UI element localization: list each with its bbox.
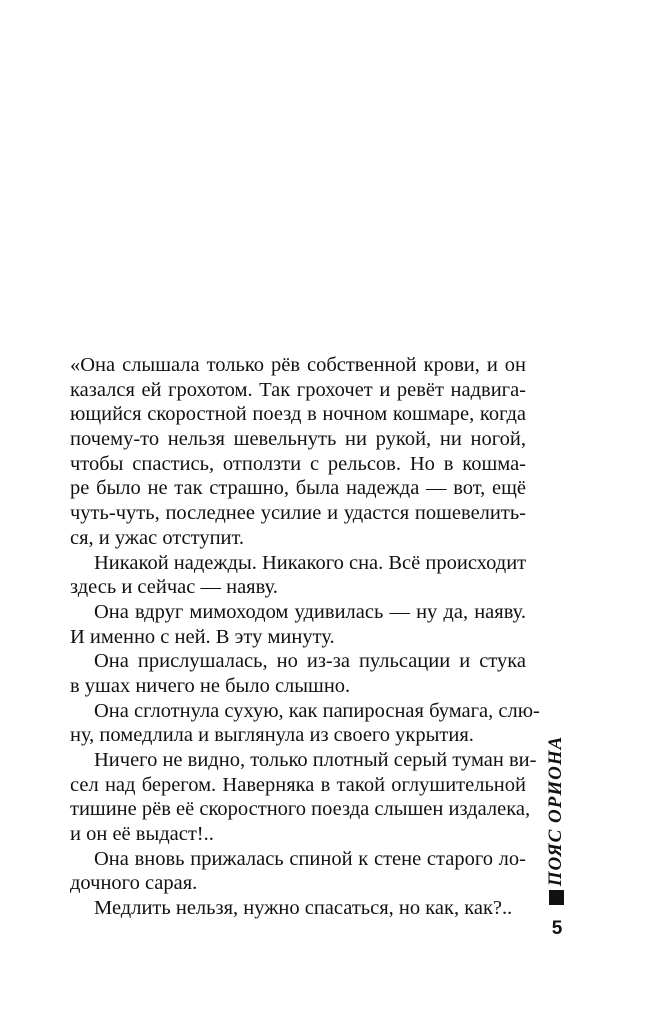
text-line: Никакой надежды. Никакого сна. Всё происходит xyxy=(94,551,527,574)
paragraph-6 xyxy=(70,748,537,847)
text-line: и он её выдаст!.. xyxy=(70,823,214,846)
paragraph-2 xyxy=(70,551,526,600)
text-line: в ушах ничего не было слышно. xyxy=(70,674,351,697)
text-line: Она вдруг мимоходом удивилась — ну да, наяву. xyxy=(94,600,526,623)
text-line: Ничего не видно, только плотный серый туман ви- xyxy=(94,749,537,771)
text-line: И именно с ней. В эту минуту. xyxy=(70,625,335,648)
text-line: Медлить нельзя, нужно спасаться, но как, как?.. xyxy=(94,897,513,920)
paragraph-7 xyxy=(70,847,526,896)
text-line: дочного сарая. xyxy=(70,872,198,895)
running-head-title: ПОЯС ОРИОНА xyxy=(545,735,566,887)
text-line: Она вновь прижалась спиной к стене старого ло- xyxy=(94,847,526,870)
text-line: чуть-чуть, последнее усилие и удастся пошевелить- xyxy=(70,502,526,525)
text-line: Она прислушалась, но из-за пульсации и стука xyxy=(94,650,526,673)
text-line: сел над берегом. Наверняка в такой оглушительной xyxy=(70,773,526,796)
text-line: казался ей грохотом. Так грохочет и ревёт надвига- xyxy=(70,378,526,401)
paragraph-5 xyxy=(70,699,540,748)
paragraph-8 xyxy=(70,896,526,921)
page-number: 5 xyxy=(551,918,563,939)
section-marker-square xyxy=(549,890,564,905)
text-line: ся, и ужас отступит. xyxy=(70,526,245,549)
text-line: «Она слышала только рёв собственной крови, и он xyxy=(70,354,526,376)
text-line: почему-то нельзя шевельнуть ни рукой, ни ногой, xyxy=(70,428,526,451)
text-line: ре было не так страшно, была надежда — вот, ещё xyxy=(70,477,526,500)
paragraph-4 xyxy=(70,649,526,698)
paragraph-1 xyxy=(70,353,526,551)
text-line: ну, помедлила и выглянула из своего укрытия. xyxy=(70,724,474,747)
text-line: тишине рёв её скоростного поезда слышен издалека, xyxy=(70,798,531,821)
text-line: Она сглотнула сухую, как папиросная бумага, слю- xyxy=(94,699,540,722)
running-head xyxy=(543,735,569,887)
paragraph-3 xyxy=(70,600,526,649)
body-text xyxy=(70,353,540,921)
text-line: ющийся скоростной поезд в ночном кошмаре, когда xyxy=(70,403,526,426)
text-line: чтобы спастись, отползти с рельсов. Но в кошма- xyxy=(70,452,526,475)
text-line: здесь и сейчас — наяву. xyxy=(70,576,278,599)
